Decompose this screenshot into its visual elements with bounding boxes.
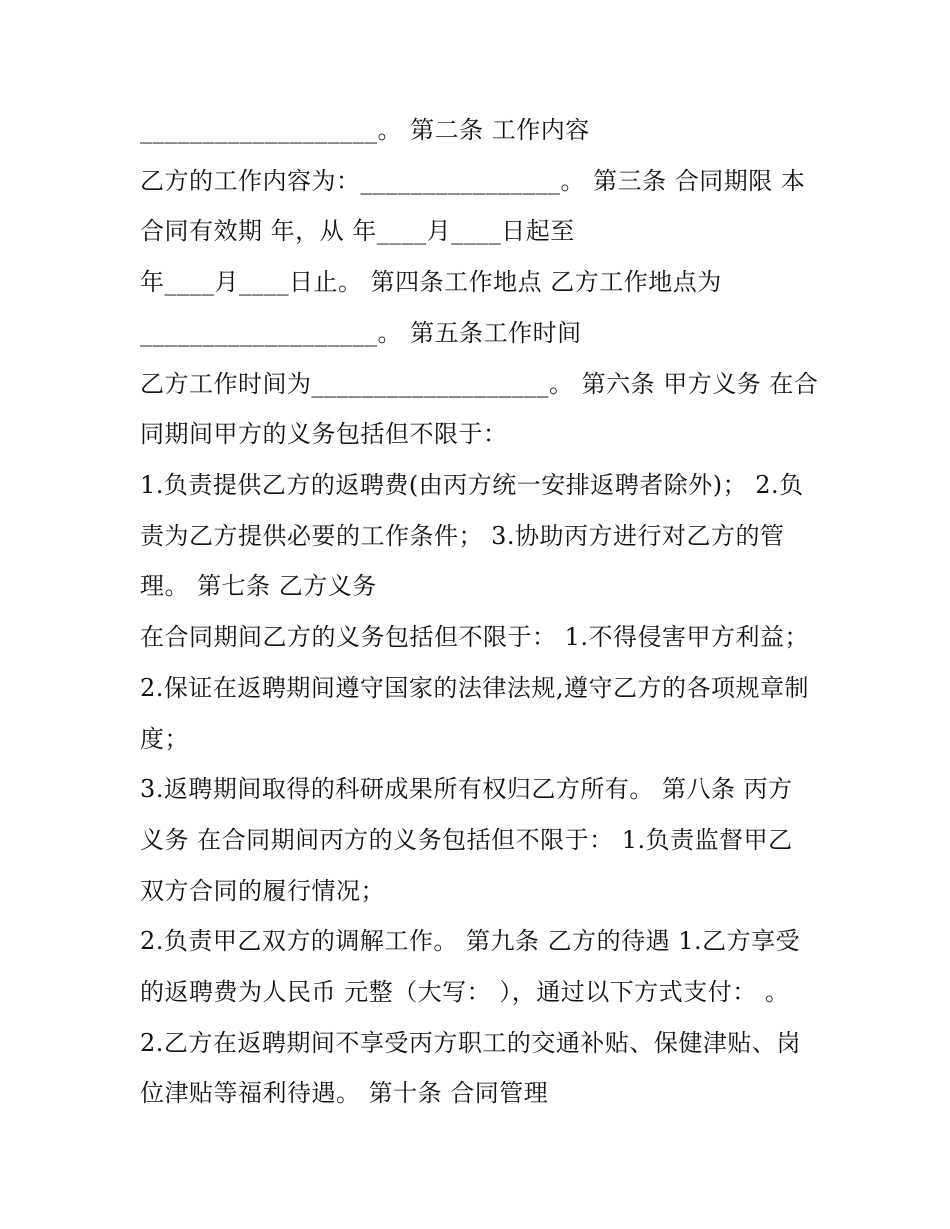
text-line: 2.负责甲乙双方的调解工作。 第九条 乙方的待遇 1.乙方享受 (140, 927, 801, 955)
text-line: 理。 第七条 乙方义务 (140, 572, 377, 600)
text-line: 在合同期间乙方的义务包括但不限于： 1.不得侵害甲方利益； (140, 623, 810, 651)
text-line: 位津贴等福利待遇。 第十条 合同管理 (140, 1079, 549, 1107)
text-line: 的返聘费为人民币 元整（大写： ），通过以下方式支付： 。 (140, 978, 790, 1006)
text-line: 2.乙方在返聘期间不享受丙方职工的交通补贴、保健津贴、岗 (140, 1029, 801, 1057)
text-line: 义务 在合同期间丙方的义务包括但不限于： 1.负责监督甲乙 (140, 826, 793, 854)
text-line: 合同有效期 年，从 年____月____日起至 (140, 217, 575, 245)
text-line: 2.保证在返聘期间遵守国家的法律法规,遵守乙方的各项规章制 (140, 674, 810, 702)
text-line: 双方合同的履行情况； (140, 877, 385, 905)
text-line: 1.负责提供乙方的返聘费(由丙方统一安排返聘者除外)； 2.负 (140, 471, 804, 499)
text-line: 3.返聘期间取得的科研成果所有权归乙方所有。 第八条 丙方 (140, 775, 793, 803)
text-line: 同期间甲方的义务包括但不限于： (140, 420, 508, 448)
text-line: 乙方工作时间为___________________。 第六条 甲方义务 在合 (140, 370, 819, 398)
text-line: ___________________。 第二条 工作内容 (140, 116, 590, 144)
text-line: 度； (140, 725, 189, 753)
text-line: ___________________。 第五条工作时间 (140, 319, 582, 347)
text-line: 乙方的工作内容为：________________。 第三条 合同期限 本 (140, 167, 806, 195)
text-line: 责为乙方提供必要的工作条件； 3.协助丙方进行对乙方的管 (140, 522, 785, 550)
text-line: 年____月____日止。 第四条工作地点 乙方工作地点为 (140, 268, 722, 296)
